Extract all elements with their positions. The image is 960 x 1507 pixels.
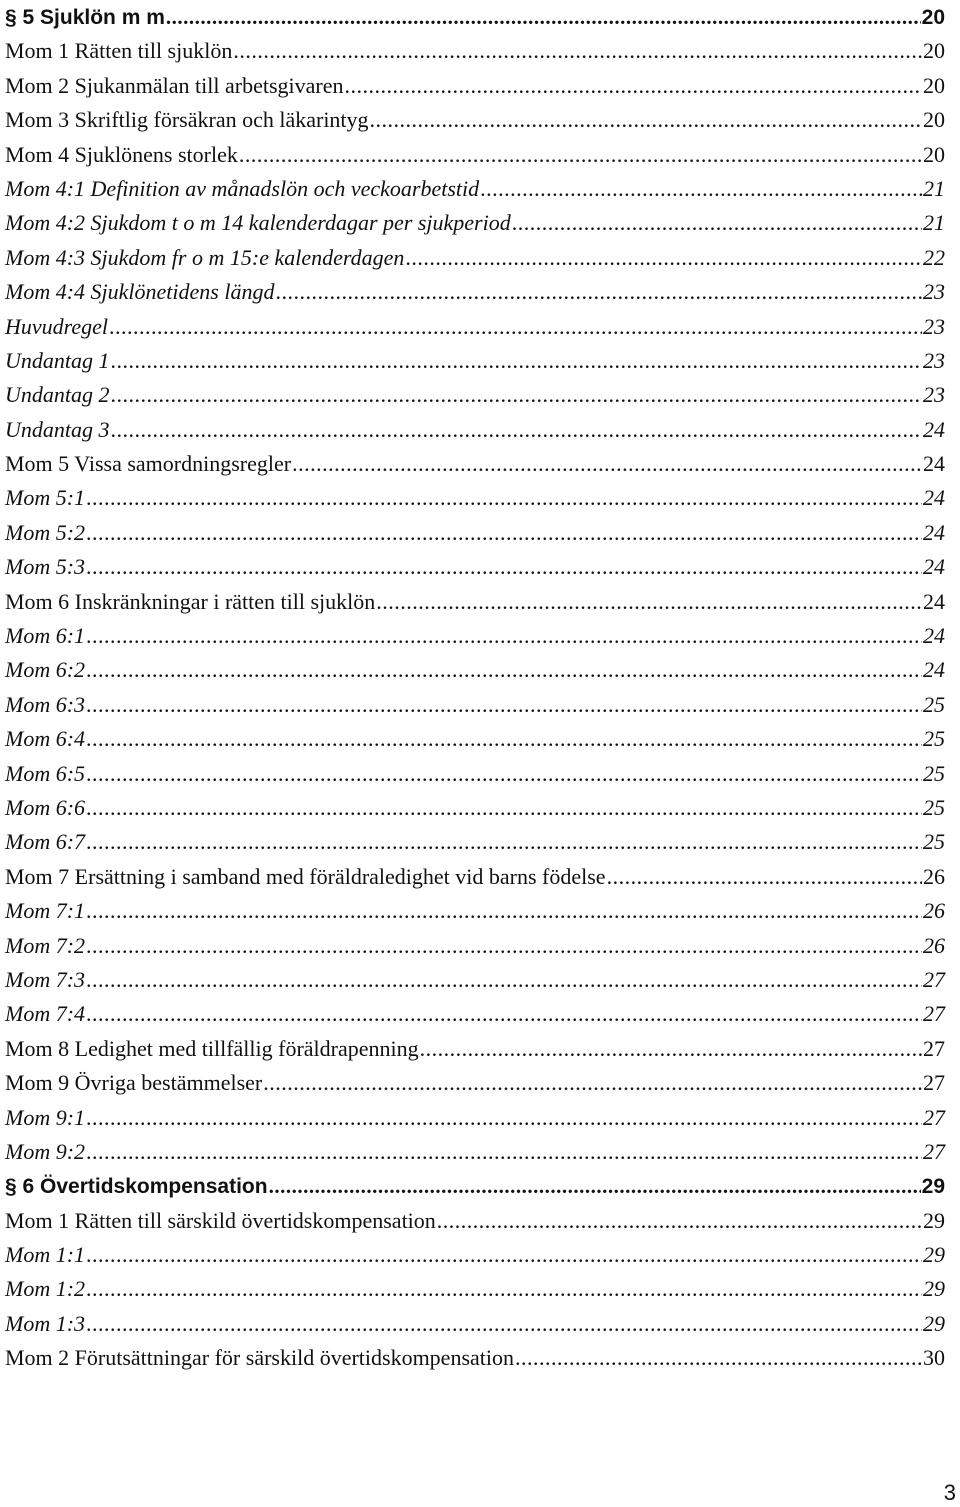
- toc-chapter-entry[interactable]: [5, 1169, 945, 1203]
- toc-leader-dots: [480, 172, 922, 206]
- toc-entry[interactable]: [5, 378, 945, 412]
- toc-entry-title: Mom 5:3: [5, 554, 86, 580]
- toc-entry[interactable]: [5, 516, 945, 550]
- toc-entry-title: Mom 1:1: [5, 1242, 86, 1268]
- toc-entry-page: 29: [923, 1207, 945, 1233]
- toc-entry[interactable]: [5, 929, 945, 963]
- toc-entry[interactable]: [5, 1204, 945, 1238]
- toc-entry-page: 24: [923, 485, 945, 511]
- toc-entry[interactable]: [5, 103, 945, 137]
- toc-entry-page: 26: [923, 863, 945, 889]
- toc-entry[interactable]: [5, 722, 945, 756]
- toc-entry-page: 25: [923, 760, 945, 786]
- toc-entry-title: Mom 6:2: [5, 657, 86, 683]
- toc-leader-dots: [239, 138, 922, 172]
- toc-leader-dots: [86, 619, 922, 653]
- toc-entry-title: Mom 4:4 Sjuklönetidens längd: [5, 279, 275, 305]
- toc-leader-dots: [86, 997, 922, 1031]
- toc-leader-dots: [292, 447, 922, 481]
- toc-leader-dots: [512, 206, 922, 240]
- toc-leader-dots: [86, 929, 922, 963]
- toc-entry-title: Undantag 2: [5, 382, 110, 408]
- toc-entry[interactable]: [5, 963, 945, 997]
- toc-entry-title: Mom 5:1: [5, 485, 86, 511]
- toc-leader-dots: [86, 791, 922, 825]
- toc-leader-dots: [111, 413, 923, 447]
- toc-entry-page: 24: [923, 588, 945, 614]
- toc-entry[interactable]: [5, 138, 945, 172]
- toc-entry[interactable]: [5, 344, 945, 378]
- toc-entry-title: Mom 2 Förutsättningar för särskild övertidskompensation: [5, 1345, 514, 1371]
- toc-entry-title: Mom 4:3 Sjukdom fr o m 15:e kalenderdagen: [5, 244, 405, 270]
- toc-entry-page: 27: [923, 1001, 945, 1027]
- toc-leader-dots: [86, 1101, 922, 1135]
- toc-entry[interactable]: [5, 1032, 945, 1066]
- toc-leader-dots: [111, 378, 923, 412]
- toc-leader-dots: [86, 894, 922, 928]
- toc-entry[interactable]: [5, 1272, 945, 1306]
- toc-entry[interactable]: [5, 1341, 945, 1375]
- toc-entry-page: 29: [921, 1175, 945, 1199]
- page-number: 3: [943, 1480, 956, 1505]
- toc-entry-title: Mom 1 Rätten till sjuklön: [5, 38, 233, 64]
- toc-entry-page: 23: [923, 313, 945, 339]
- toc-leader-dots: [86, 825, 922, 859]
- toc-leader-dots: [86, 1135, 922, 1169]
- toc-entry-page: 26: [923, 932, 945, 958]
- toc-entry-title: Mom 7:3: [5, 966, 86, 992]
- toc-entry-title: Mom 8 Ledighet med tillfällig föräldrapenning: [5, 1035, 419, 1061]
- toc-entry-page: 23: [923, 347, 945, 373]
- toc-entry-page: 26: [923, 898, 945, 924]
- toc-entry[interactable]: [5, 894, 945, 928]
- toc-leader-dots: [420, 1032, 922, 1066]
- toc-entry-title: Mom 5:2: [5, 519, 86, 545]
- toc-leader-dots: [86, 757, 922, 791]
- toc-entry-title: Mom 5 Vissa samordningsregler: [5, 451, 292, 477]
- toc-entry-page: 20: [923, 38, 945, 64]
- toc-entry-title: Mom 4:1 Definition av månadslön och veckoarbetstid: [5, 175, 480, 201]
- toc-entry-page: 25: [923, 829, 945, 855]
- toc-entry-title: Huvudregel: [5, 313, 109, 339]
- toc-leader-dots: [233, 34, 922, 68]
- toc-entry[interactable]: [5, 69, 945, 103]
- toc-entry[interactable]: [5, 619, 945, 653]
- toc-leader-dots: [607, 860, 922, 894]
- toc-entry[interactable]: [5, 172, 945, 206]
- toc-entry-title: Mom 4:2 Sjukdom t o m 14 kalenderdagar per sjukperiod: [5, 210, 511, 236]
- toc-entry-page: 25: [923, 794, 945, 820]
- toc-entry-title: Mom 6:7: [5, 829, 86, 855]
- toc-leader-dots: [86, 722, 922, 756]
- toc-entry[interactable]: [5, 653, 945, 687]
- toc-entry-title: Mom 3 Skriftlig försäkran och läkarintyg: [5, 107, 369, 133]
- toc-leader-dots: [86, 1307, 922, 1341]
- toc-entry-title: Mom 1:3: [5, 1310, 86, 1336]
- toc-leader-dots: [111, 344, 923, 378]
- toc-leader-dots: [263, 1066, 922, 1100]
- toc-entry-title: Mom 6:6: [5, 794, 86, 820]
- toc-entry-page: 27: [923, 1138, 945, 1164]
- toc-leader-dots: [86, 1272, 922, 1306]
- toc-entry-title: Undantag 3: [5, 416, 110, 442]
- toc-entry-page: 27: [923, 1104, 945, 1130]
- toc-entry-title: Mom 7 Ersättning i samband med föräldraledighet vid barns födelse: [5, 863, 606, 889]
- toc-entry-title: Mom 6:4: [5, 726, 86, 752]
- toc-entry[interactable]: [5, 275, 945, 309]
- toc-entry-title: Mom 6:5: [5, 760, 86, 786]
- toc-entry-page: 24: [923, 519, 945, 545]
- toc-entry-title: § 5 Sjuklön m m: [5, 1, 165, 35]
- toc-entry[interactable]: [5, 447, 945, 481]
- toc-entry[interactable]: [5, 34, 945, 68]
- toc-entry-title: Mom 6:1: [5, 623, 86, 649]
- toc-leader-dots: [86, 688, 922, 722]
- toc-entry[interactable]: [5, 585, 945, 619]
- toc-entry-page: 25: [923, 691, 945, 717]
- toc-entry-page: 24: [923, 416, 945, 442]
- toc-entry[interactable]: [5, 550, 945, 584]
- toc-entry-title: Mom 7:1: [5, 898, 86, 924]
- toc-entry-title: Mom 9 Övriga bestämmelser: [5, 1070, 263, 1096]
- table-of-contents: [5, 0, 945, 1376]
- toc-entry-page: 24: [923, 623, 945, 649]
- toc-entry-page: 20: [923, 141, 945, 167]
- toc-entry-page: 29: [923, 1310, 945, 1336]
- toc-entry-title: Mom 9:1: [5, 1104, 86, 1130]
- toc-entry-page: 30: [923, 1345, 945, 1371]
- toc-entry[interactable]: [5, 310, 945, 344]
- toc-chapter-entry[interactable]: [5, 0, 945, 34]
- toc-leader-dots: [166, 0, 921, 34]
- toc-entry[interactable]: [5, 791, 945, 825]
- toc-entry-page: 27: [923, 1035, 945, 1061]
- toc-entry[interactable]: [5, 481, 945, 515]
- toc-leader-dots: [86, 481, 922, 515]
- toc-entry-page: 21: [923, 175, 945, 201]
- toc-entry-page: 24: [923, 554, 945, 580]
- toc-entry-title: § 6 Övertidskompensation: [5, 1170, 268, 1204]
- toc-entry[interactable]: [5, 1066, 945, 1100]
- toc-entry-title: Mom 7:2: [5, 932, 86, 958]
- toc-leader-dots: [86, 1238, 922, 1272]
- toc-leader-dots: [437, 1204, 922, 1238]
- toc-entry[interactable]: [5, 825, 945, 859]
- toc-entry-page: 21: [923, 210, 945, 236]
- toc-entry[interactable]: [5, 206, 945, 240]
- toc-leader-dots: [269, 1169, 921, 1203]
- toc-entry-page: 20: [921, 6, 945, 29]
- toc-entry-page: 22: [923, 244, 945, 270]
- toc-entry-title: Mom 6 Inskränkningar i rätten till sjuklön: [5, 588, 376, 614]
- toc-entry[interactable]: [5, 1135, 945, 1169]
- toc-entry[interactable]: [5, 860, 945, 894]
- toc-entry-title: Mom 7:4: [5, 1001, 86, 1027]
- toc-entry[interactable]: [5, 1307, 945, 1341]
- toc-entry-title: Mom 2 Sjukanmälan till arbetsgivaren: [5, 72, 344, 98]
- toc-leader-dots: [109, 310, 922, 344]
- toc-entry-page: 23: [923, 279, 945, 305]
- toc-entry-page: 27: [923, 1070, 945, 1096]
- toc-entry[interactable]: [5, 688, 945, 722]
- toc-entry[interactable]: [5, 997, 945, 1031]
- toc-entry-page: 20: [923, 107, 945, 133]
- toc-entry-page: 25: [923, 726, 945, 752]
- toc-entry[interactable]: [5, 1238, 945, 1272]
- toc-leader-dots: [86, 963, 922, 997]
- toc-entry-title: Mom 4 Sjuklönens storlek: [5, 141, 238, 167]
- toc-leader-dots: [405, 241, 922, 275]
- toc-leader-dots: [376, 585, 922, 619]
- toc-entry-page: 24: [923, 451, 945, 477]
- toc-leader-dots: [515, 1341, 922, 1375]
- toc-entry-title: Undantag 1: [5, 347, 110, 373]
- toc-entry[interactable]: [5, 757, 945, 791]
- toc-leader-dots: [86, 653, 922, 687]
- toc-entry[interactable]: [5, 1101, 945, 1135]
- toc-leader-dots: [370, 103, 922, 137]
- toc-entry-page: 29: [923, 1242, 945, 1268]
- toc-entry[interactable]: [5, 413, 945, 447]
- toc-leader-dots: [86, 550, 922, 584]
- toc-leader-dots: [275, 275, 922, 309]
- toc-entry-page: 20: [923, 72, 945, 98]
- toc-entry-page: 27: [923, 966, 945, 992]
- toc-entry[interactable]: [5, 241, 945, 275]
- toc-leader-dots: [345, 69, 923, 103]
- toc-entry-title: Mom 6:3: [5, 691, 86, 717]
- toc-entry-page: 29: [923, 1276, 945, 1302]
- toc-entry-title: Mom 1 Rätten till särskild övertidskompensation: [5, 1207, 436, 1233]
- toc-entry-page: 24: [923, 657, 945, 683]
- toc-entry-title: Mom 1:2: [5, 1276, 86, 1302]
- toc-entry-title: Mom 9:2: [5, 1138, 86, 1164]
- toc-entry-page: 23: [923, 382, 945, 408]
- toc-leader-dots: [86, 516, 922, 550]
